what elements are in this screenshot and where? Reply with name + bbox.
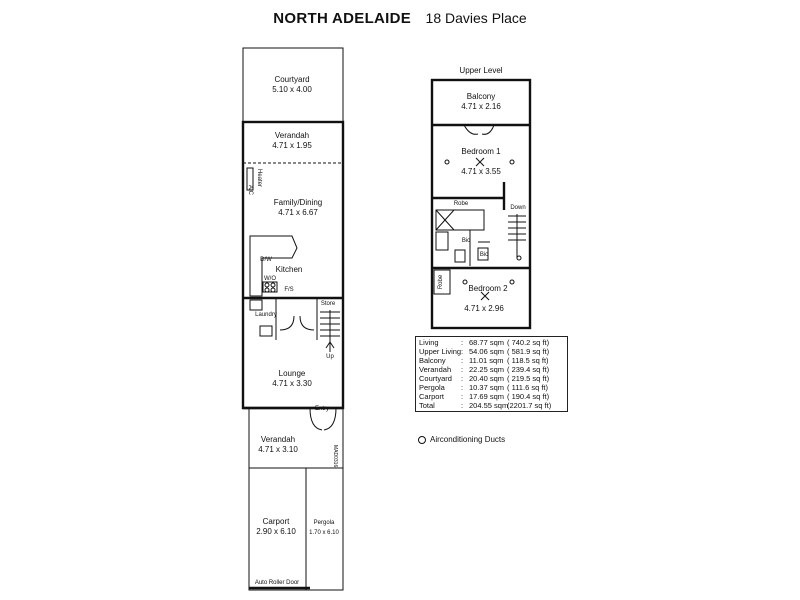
svg-text:Courtyard <box>274 75 309 84</box>
area-row: Balcony : 11.01 sqm ( 118.5 sq ft) <box>419 356 549 365</box>
area-schedule <box>415 336 568 412</box>
laundry-label: Laundry <box>255 312 277 318</box>
svg-text:4.71 x 3.55 <box>461 167 501 176</box>
fs-label: F/S <box>284 287 294 293</box>
svg-text:1.70 x 6.10 <box>309 530 339 536</box>
down-label: Down <box>510 205 526 211</box>
up-label: Up <box>326 354 334 360</box>
verandah-front-label: Verandah <box>260 435 296 444</box>
svg-text:2.90 x 6.10 <box>256 527 296 536</box>
washer <box>250 300 262 310</box>
address-title: 18 Davies Place <box>425 10 527 26</box>
svg-text:Verandah <box>275 131 309 140</box>
svg-text:Robe <box>438 274 444 289</box>
svg-text:Bedroom 1 <box>461 147 501 156</box>
pergola-label: Pergola <box>313 520 335 526</box>
courtyard-dims: 5.10 x 4.00 <box>272 85 312 94</box>
svg-text:4.71 x 3.30 <box>272 379 312 388</box>
balcony-dims: 4.71 x 2.16 <box>461 102 501 111</box>
svg-text:Upper Level <box>459 66 502 75</box>
svg-text:Auto Roller Door <box>255 580 299 586</box>
aircon-legend <box>418 435 505 444</box>
robe1-label: Robe <box>453 201 469 207</box>
area-row: Living : 68.77 sqm ( 740.2 sq ft) <box>419 338 550 347</box>
roller-door-label: Auto Roller Door <box>254 580 300 586</box>
ring-icon <box>418 436 426 444</box>
carport-dims: 2.90 x 6.10 <box>256 527 296 536</box>
dw-label: D/W <box>260 257 272 263</box>
area-row: Pergola : 10.37 sqm ( 111.6 sq ft) <box>419 383 548 392</box>
lounge-dims: 4.71 x 3.30 <box>272 379 312 388</box>
svg-text:4.71 x 6.67 <box>278 208 318 217</box>
ac-label: A/C <box>247 184 253 196</box>
svg-text:Store <box>321 301 336 307</box>
robe2-label: Robe <box>438 274 444 290</box>
stairs-ground <box>320 310 340 352</box>
verandah-rear-dims: 4.71 x 1.95 <box>272 141 312 150</box>
margin-code: MAD0316 <box>332 445 338 468</box>
bic1-label: Bic <box>461 238 471 244</box>
upper-level-title: Upper Level <box>459 66 503 75</box>
bedroom1-label: Bedroom 1 <box>461 147 501 156</box>
svg-text:Pergola <box>314 520 335 526</box>
svg-text:4.71 x 2.96 <box>464 304 504 313</box>
stairs-upper <box>508 214 526 258</box>
pergola-dims: 1.70 x 6.10 <box>309 530 339 536</box>
svg-text:4.71 x 1.95 <box>272 141 312 150</box>
area-row: Carport : 17.69 sqm ( 190.4 sq ft) <box>419 392 550 401</box>
svg-text:Carport <box>263 517 290 526</box>
family-dining-dims: 4.71 x 6.67 <box>278 208 318 217</box>
fan-marker <box>476 158 484 166</box>
bedroom2-dims: 4.71 x 2.96 <box>464 304 504 313</box>
bedroom1-dims: 4.71 x 3.55 <box>461 167 501 176</box>
kitchen-label: Kitchen <box>275 265 303 274</box>
area-row: Verandah : 22.25 sqm ( 239.4 sq ft) <box>419 365 550 374</box>
svg-text:W/O <box>264 276 276 282</box>
svg-text:Balcony <box>467 92 495 101</box>
wo-label: W/O <box>264 276 276 282</box>
door-arc <box>280 316 294 330</box>
svg-text:Lounge <box>279 369 306 378</box>
area-row: Courtyard : 20.40 sqm ( 219.5 sq ft) <box>419 374 550 383</box>
svg-text:Entry <box>315 406 329 412</box>
balcony-label: Balcony <box>466 92 496 101</box>
suburb-title: NORTH ADELAIDE <box>273 10 412 27</box>
svg-text:Family/Dining <box>274 198 322 207</box>
family-dining-label: Family/Dining <box>273 198 323 207</box>
bic2-label: Bic <box>479 252 489 258</box>
courtyard-label: Courtyard <box>274 75 310 84</box>
svg-text:F/S <box>284 287 293 293</box>
svg-text:Up <box>326 354 334 360</box>
svg-text:Bic <box>462 238 470 244</box>
svg-text:Verandah <box>261 435 295 444</box>
bedroom2-label: Bedroom 2 <box>468 284 508 293</box>
verandah-front-dims: 4.71 x 3.10 <box>258 445 298 454</box>
area-row: Upper Living : 54.06 sqm ( 581.9 sq ft) <box>419 347 550 356</box>
verandah-rear-label: Verandah <box>274 131 310 140</box>
svg-text:4.71 x 2.16 <box>461 102 501 111</box>
toilet <box>455 250 465 262</box>
lounge-label: Lounge <box>278 369 306 378</box>
svg-text:Bedroom 2 <box>468 284 508 293</box>
bath <box>436 210 484 230</box>
svg-text:Down <box>510 205 525 211</box>
heater-label: Heater <box>256 168 262 188</box>
svg-text:5.10 x 4.00 <box>272 85 312 94</box>
vanity <box>436 232 448 250</box>
svg-text:D/W <box>260 257 272 263</box>
door-arc <box>300 316 314 330</box>
svg-text:Robe <box>454 201 469 207</box>
entry-label: Entry <box>314 406 330 412</box>
svg-text:Heater <box>256 169 262 187</box>
svg-text:4.71 x 3.10 <box>258 445 298 454</box>
svg-text:Bic <box>480 252 488 258</box>
svg-text:Laundry <box>255 312 277 318</box>
svg-text:Kitchen <box>276 265 303 274</box>
svg-text:A/C <box>247 185 253 196</box>
laundry-trough <box>260 326 272 336</box>
store-label: Store <box>320 301 336 307</box>
aircon-legend-label: Airconditioning Ducts <box>430 435 506 444</box>
area-row: Total : 204.55 sqm (2201.7 sq ft) <box>419 401 552 410</box>
carport-label: Carport <box>262 517 290 526</box>
